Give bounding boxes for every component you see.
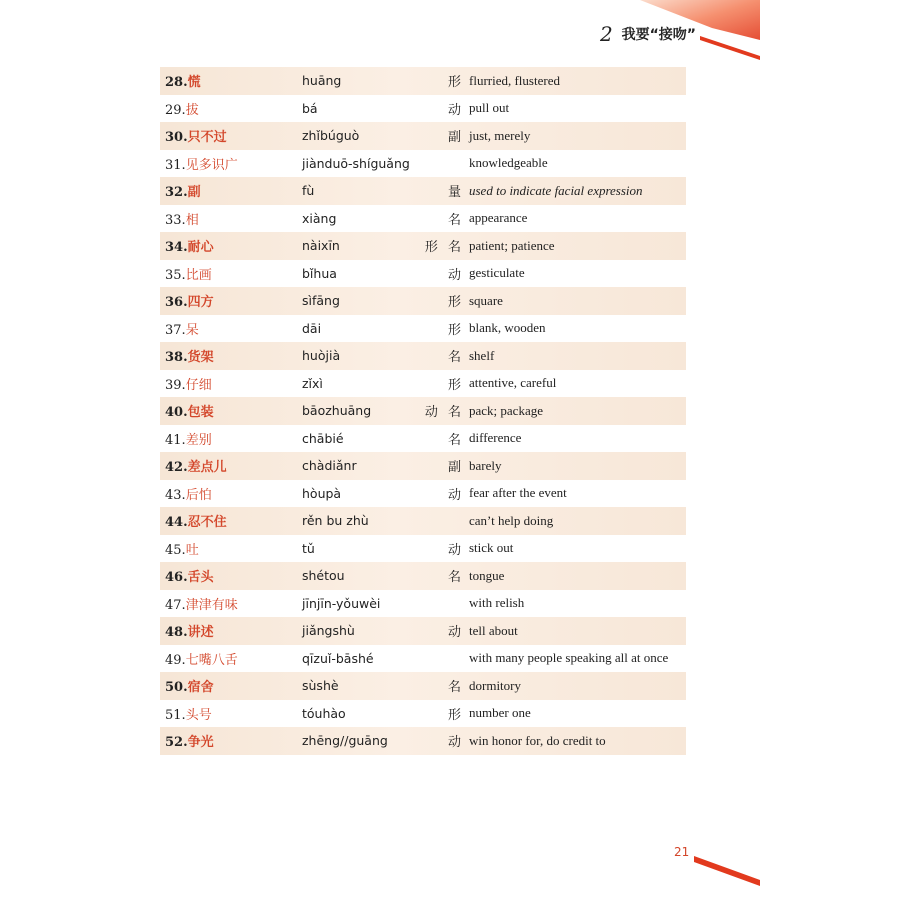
vocab-row [160,452,686,480]
entry-number: 42. [165,460,188,476]
entry-hanzi: 差别 [185,432,212,448]
vocab-row [160,727,686,755]
entry-number: 38. [165,350,188,366]
entry-word [165,264,212,283]
entry-pinyin: chābié [302,430,344,446]
entry-english: win honor for, do credit to [469,732,606,748]
entry-number: 45. [165,542,186,558]
entry-part-of-speech: 形 [447,75,464,91]
entry-hanzi: 呆 [185,322,199,338]
entry-word [165,511,227,530]
entry-english: square [469,292,503,308]
entry-hanzi: 四方 [187,295,214,311]
entry-word [165,676,214,695]
vocab-row [160,507,686,535]
entry-number: 32. [165,185,188,201]
entry-part-of-speech: 形 [447,322,464,338]
entry-hanzi: 宿舍 [187,680,214,696]
entry-word [165,181,201,200]
vocab-row [160,232,686,260]
entry-pinyin: rěn bu zhù [302,513,369,529]
vocabulary-table [160,67,686,755]
entry-english: tongue [469,567,505,583]
entry-hanzi: 比画 [185,267,212,283]
entry-pinyin: tóuhào [302,705,346,721]
entry-pinyin: sìfāng [302,293,340,309]
entry-english: flurried, flustered [469,72,560,88]
vocab-row [160,122,686,150]
entry-hanzi: 差点儿 [187,460,227,476]
entry-word [165,484,212,503]
vocab-row [160,370,686,398]
entry-part-of-speech: 形 [447,377,464,393]
entry-word [165,429,212,448]
entry-word [165,456,227,475]
entry-pinyin: dāi [302,320,322,336]
entry-part-of-speech: 动 [447,267,464,283]
vocab-row [160,590,686,618]
entry-hanzi: 舌头 [187,570,214,586]
entry-hanzi: 仔细 [185,377,212,393]
entry-hanzi: 副 [187,185,201,201]
entry-number: 40. [165,405,188,421]
entry-english: with many people speaking all at once [469,650,669,666]
vocab-row [160,67,686,95]
entry-hanzi: 只不过 [187,130,227,146]
chapter-number: 2 [600,22,613,46]
entry-part-of-speech: 名 [447,350,464,366]
entry-english: appearance [469,210,528,226]
entry-pinyin: jīnjīn-yǒuwèi [302,595,381,611]
entry-english: attentive, careful [469,375,557,391]
vocab-row [160,672,686,700]
entry-number: 36. [165,295,188,311]
vocab-row [160,535,686,563]
entry-pinyin: jiànduō-shíguǎng [302,155,410,171]
entry-word [165,346,214,365]
entry-word [165,319,199,338]
entry-number: 33. [165,212,186,228]
entry-pinyin: chàdiǎnr [302,458,357,474]
entry-hanzi: 相 [185,212,199,228]
entry-word [165,154,238,173]
entry-part-of-speech: 名 [447,212,464,228]
entry-number: 29. [165,102,186,118]
entry-number: 30. [165,130,188,146]
entry-word [165,209,199,228]
entry-english: can’t help doing [469,512,554,528]
entry-english: tell about [469,622,518,638]
entry-hanzi: 七嘴八舌 [185,652,238,668]
entry-hanzi: 后怕 [185,487,212,503]
entry-number: 31. [165,157,186,173]
entry-hanzi: 津津有味 [185,597,238,613]
entry-pinyin: zhēng//guāng [302,733,388,749]
corner-decoration-bottom [680,850,770,890]
vocab-row [160,287,686,315]
entry-english: fear after the event [469,485,567,501]
vocab-row [160,177,686,205]
entry-number: 37. [165,322,186,338]
entry-pinyin: qīzuǐ-bāshé [302,650,374,666]
entry-pinyin: xiàng [302,210,337,226]
entry-pinyin: bá [302,100,318,116]
entry-pinyin: tǔ [302,540,315,556]
entry-pinyin: shétou [302,568,345,584]
entry-number: 34. [165,240,188,256]
entry-word [165,649,238,668]
vocab-row [160,480,686,508]
entry-word [165,704,212,723]
entry-pinyin: nàixīn [302,238,340,254]
entry-part-of-speech: 副 [447,130,464,146]
vocab-row [160,150,686,178]
vocab-row [160,562,686,590]
entry-number: 41. [165,432,186,448]
entry-number: 50. [165,680,188,696]
entry-number: 43. [165,487,186,503]
entry-number: 46. [165,570,188,586]
entry-word [165,291,214,310]
entry-english: knowledgeable [469,155,548,171]
entry-part-of-speech: 动 [447,487,464,503]
entry-word [165,71,201,90]
entry-english: used to indicate facial expression [469,182,643,198]
vocab-row [160,397,686,425]
entry-word [165,126,227,145]
vocab-row [160,700,686,728]
entry-english: pull out [469,100,510,116]
vocab-row [160,617,686,645]
entry-part-of-speech: 形 [447,707,464,723]
entry-number: 49. [165,652,186,668]
entry-pinyin: bǐhua [302,265,337,281]
vocab-row [160,315,686,343]
entry-number: 39. [165,377,186,393]
entry-hanzi: 忍不住 [187,515,227,531]
entry-english: number one [469,705,531,721]
entry-hanzi: 讲述 [187,625,214,641]
entry-pinyin: fù [302,183,315,199]
entry-word [165,236,214,255]
entry-number: 52. [165,735,188,751]
entry-number: 48. [165,625,188,641]
vocab-row [160,645,686,673]
entry-part-of-speech: 动 [447,542,464,558]
entry-english: stick out [469,540,514,556]
entry-english: just, merely [469,127,531,143]
entry-part-of-speech: 副 [447,460,464,476]
chapter-header [600,22,696,46]
entry-hanzi: 包装 [187,405,214,421]
entry-hanzi: 头号 [185,707,212,723]
vocab-row [160,205,686,233]
entry-pinyin: huòjià [302,348,341,364]
entry-pinyin: sùshè [302,678,339,694]
entry-part-of-speech: 形 [447,295,464,311]
entry-part-of-speech: 量 [447,185,464,201]
entry-part-of-speech: 形 名 [424,240,464,256]
entry-hanzi: 拔 [185,102,199,118]
entry-pinyin: jiǎngshù [302,623,355,639]
entry-number: 35. [165,267,186,283]
entry-hanzi: 货架 [187,350,214,366]
entry-pinyin: bāozhuāng [302,403,372,419]
entry-word [165,621,214,640]
entry-word [165,99,199,118]
entry-english: difference [469,430,522,446]
entry-word [165,594,238,613]
entry-hanzi: 见多识广 [185,157,238,173]
entry-part-of-speech: 动 [447,102,464,118]
entry-part-of-speech: 名 [447,680,464,696]
entry-pinyin: hòupà [302,485,342,501]
vocab-row [160,95,686,123]
vocab-row [160,342,686,370]
entry-hanzi: 争光 [187,735,214,751]
entry-hanzi: 耐心 [187,240,214,256]
entry-word [165,566,214,585]
entry-english: shelf [469,347,495,363]
entry-english: blank, wooden [469,320,546,336]
entry-hanzi: 慌 [187,75,201,91]
entry-hanzi: 吐 [185,542,199,558]
entry-number: 51. [165,707,186,723]
entry-english: gesticulate [469,265,525,281]
entry-part-of-speech: 动 [447,625,464,641]
entry-word [165,539,199,558]
entry-part-of-speech: 动 [447,735,464,751]
page-number: 21 [674,845,690,859]
vocab-row [160,260,686,288]
entry-english: with relish [469,595,525,611]
entry-number: 44. [165,515,188,531]
entry-word [165,731,214,750]
entry-english: patient; patience [469,237,555,253]
entry-pinyin: huāng [302,73,342,89]
entry-part-of-speech: 名 [447,570,464,586]
vocab-row [160,425,686,453]
entry-word [165,374,212,393]
entry-pinyin: zǐxì [302,375,323,391]
entry-part-of-speech: 动 名 [424,405,464,421]
entry-number: 28. [165,75,188,91]
entry-number: 47. [165,597,186,613]
corner-decoration-top [0,0,900,70]
entry-english: pack; package [469,402,543,418]
entry-word [165,401,214,420]
entry-pinyin: zhǐbúguò [302,128,360,144]
entry-english: dormitory [469,677,521,693]
entry-part-of-speech: 名 [447,432,464,448]
entry-english: barely [469,457,502,473]
chapter-title: 我要“接吻” [621,27,697,43]
